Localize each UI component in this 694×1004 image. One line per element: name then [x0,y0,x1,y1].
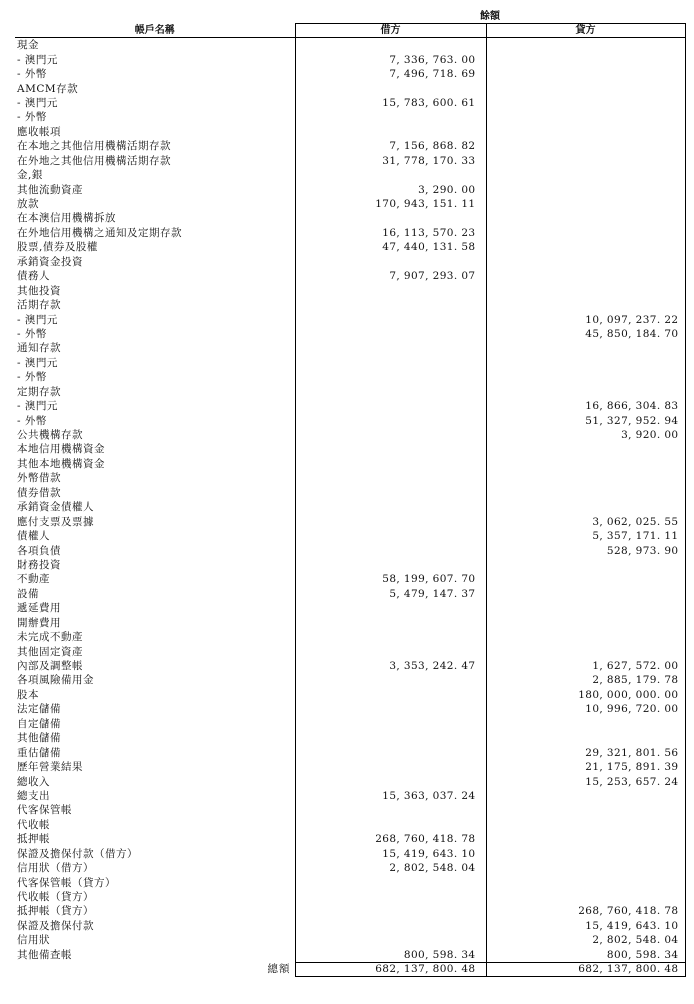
debit-amount [295,630,486,644]
credit-amount [486,803,685,817]
table-row [15,774,685,788]
account-name: 其他流動資產 [17,183,83,196]
table-row [15,904,685,918]
debit-amount: 7, 496, 718. 69 [295,67,486,81]
debit-amount [295,673,486,687]
debit-amount: 7, 336, 763. 00 [295,52,486,66]
account-name: 公共機構存款 [17,429,83,442]
table-row [15,919,685,933]
credit-amount [486,154,685,168]
credit-amount [486,644,685,658]
credit-amount: 2, 802, 548. 04 [486,933,685,947]
debit-amount [295,370,486,384]
debit-amount: 5, 479, 147. 37 [295,587,486,601]
credit-amount: 10, 996, 720. 00 [486,702,685,716]
account-name: 承銷資金投資 [17,255,83,268]
table-row [15,312,685,326]
account-name: 保證及擔保付款（借方） [17,847,138,860]
debit-amount [295,471,486,485]
table-row [15,457,685,471]
table-row [15,182,685,196]
account-name: 外幣借款 [17,472,61,485]
account-name: 其他儲備 [17,732,61,745]
account-name: 信用狀（借方） [17,862,94,875]
account-name: 活期存款 [17,299,61,312]
table-row [15,341,685,355]
account-name: 不動產 [17,573,50,586]
credit-amount: 45, 850, 184. 70 [486,327,685,341]
table-row [15,283,685,297]
table-row [15,486,685,500]
table-row [15,731,685,745]
debit-amount [295,904,486,918]
table-row [15,644,685,658]
table-row [15,139,685,153]
credit-amount [486,67,685,81]
account-name: 信用狀 [17,934,50,947]
debit-amount [295,558,486,572]
table-row [15,413,685,427]
account-name: 現金 [17,39,39,52]
table-row [15,428,685,442]
debit-amount [295,616,486,630]
credit-amount [486,731,685,745]
credit-header: 貸方 [486,24,685,38]
debit-amount [295,298,486,312]
debit-amount: 16, 113, 570. 23 [295,226,486,240]
credit-amount [486,211,685,225]
table-row [15,327,685,341]
account-name: 股票,債券及股權 [17,241,98,254]
debit-amount [295,890,486,904]
credit-amount [486,875,685,889]
table-row [15,890,685,904]
account-name: - 外幣 [17,371,47,384]
table-row [15,659,685,673]
credit-amount [486,356,685,370]
credit-amount [486,601,685,615]
credit-amount: 15, 419, 643. 10 [486,919,685,933]
table-row [15,154,685,168]
debit-amount [295,702,486,716]
table-row [15,370,685,384]
account-name: 開辦費用 [17,616,61,629]
credit-amount: 16, 866, 304. 83 [486,399,685,413]
account-name: 遞延費用 [17,602,61,615]
credit-amount: 51, 327, 952. 94 [486,413,685,427]
credit-amount [486,341,685,355]
credit-amount [486,789,685,803]
credit-amount [486,168,685,182]
account-name: 承銷資金債權人 [17,501,94,514]
table-row [15,616,685,630]
table-row [15,67,685,81]
table-row [15,847,685,861]
balance-group-header: 餘額 [295,10,685,24]
account-name-header: 帳戶名稱 [15,24,295,38]
debit-amount: 3, 353, 242. 47 [295,659,486,673]
table-row [15,125,685,139]
debit-amount [295,774,486,788]
credit-amount [486,890,685,904]
credit-amount [486,717,685,731]
debit-amount: 2, 802, 548. 04 [295,861,486,875]
credit-amount [486,370,685,384]
table-row [15,818,685,832]
account-name: 債務人 [17,270,50,283]
debit-amount [295,717,486,731]
account-name: AMCM存款 [17,82,79,95]
debit-amount: 268, 760, 418. 78 [295,832,486,846]
account-name: - 外幣 [17,327,47,340]
account-name: 代客保管帳（貸方） [17,876,116,889]
account-name: 本地信用機構資金 [17,443,105,456]
table-row [15,240,685,254]
account-name: 應收帳項 [17,125,61,138]
account-name: 代收帳 [17,818,50,831]
table-row [15,385,685,399]
credit-amount [486,269,685,283]
debit-amount [295,933,486,947]
credit-amount: 3, 062, 025. 55 [486,514,685,528]
table-row [15,673,685,687]
credit-amount: 3, 920. 00 [486,428,685,442]
credit-amount [486,572,685,586]
credit-amount: 1, 627, 572. 00 [486,659,685,673]
credit-amount [486,298,685,312]
table-row [15,110,685,124]
debit-amount [295,457,486,471]
debit-amount [295,168,486,182]
debit-amount: 15, 363, 037. 24 [295,789,486,803]
account-name: - 澳門元 [17,96,58,109]
account-name: 放款 [17,198,39,211]
credit-amount [486,558,685,572]
debit-amount [295,283,486,297]
credit-amount: 2, 885, 179. 78 [486,673,685,687]
table-row [15,745,685,759]
debit-amount [295,385,486,399]
account-name: 總支出 [17,789,50,802]
credit-amount [486,182,685,196]
table-row [15,529,685,543]
table-row [15,298,685,312]
debit-amount [295,341,486,355]
credit-amount: 15, 253, 657. 24 [486,774,685,788]
account-name: 財務投資 [17,558,61,571]
debit-header: 借方 [295,24,486,38]
debit-amount: 15, 419, 643. 10 [295,847,486,861]
account-name: 債權人 [17,530,50,543]
table-row [15,356,685,370]
debit-amount [295,38,486,53]
credit-amount: 10, 097, 237. 22 [486,312,685,326]
debit-amount [295,875,486,889]
account-name: 在本地之其他信用機構活期存款 [17,140,171,153]
account-name: - 外幣 [17,111,47,124]
table-row [15,789,685,803]
credit-amount [486,832,685,846]
table-row [15,226,685,240]
table-row [15,96,685,110]
account-name: 其他投資 [17,284,61,297]
debit-amount: 31, 778, 170. 33 [295,154,486,168]
debit-amount: 47, 440, 131. 58 [295,240,486,254]
account-name: - 外幣 [17,414,47,427]
table-row [15,558,685,572]
debit-amount [295,428,486,442]
account-name: 各項負債 [17,544,61,557]
table-row [15,933,685,947]
table-row [15,543,685,557]
credit-amount [486,255,685,269]
debit-amount: 58, 199, 607. 70 [295,572,486,586]
account-name: - 外幣 [17,68,47,81]
table-row [15,717,685,731]
total-credit: 682, 137, 800. 48 [486,963,685,977]
credit-amount: 21, 175, 891. 39 [486,760,685,774]
credit-amount [486,283,685,297]
account-name: 債券借款 [17,486,61,499]
account-name: 保證及擔保付款 [17,919,94,932]
table-row [15,832,685,846]
table-row [15,688,685,702]
account-name: 股本 [17,688,39,701]
credit-amount [486,139,685,153]
table-row [15,587,685,601]
debit-amount [295,312,486,326]
account-name: 在本澳信用機構拆放 [17,212,116,225]
debit-amount [295,110,486,124]
credit-amount [486,616,685,630]
account-name: 設備 [17,587,39,600]
debit-amount [295,500,486,514]
debit-amount [295,644,486,658]
debit-amount: 800, 598. 34 [295,948,486,963]
table-row [15,514,685,528]
account-name: 重估儲備 [17,746,61,759]
header-group-row [15,10,685,24]
credit-amount [486,197,685,211]
debit-amount: 3, 290. 00 [295,182,486,196]
account-name: 各項風險備用金 [17,674,94,687]
account-name: 代客保管帳 [17,804,72,817]
credit-amount [486,818,685,832]
debit-amount [295,327,486,341]
table-row [15,500,685,514]
credit-amount [486,240,685,254]
debit-amount [295,211,486,225]
debit-amount [295,81,486,95]
debit-amount [295,688,486,702]
credit-amount [486,125,685,139]
credit-amount [486,457,685,471]
debit-amount [295,125,486,139]
credit-amount: 800, 598. 34 [486,948,685,963]
credit-amount [486,486,685,500]
debit-amount [295,543,486,557]
credit-amount [486,861,685,875]
debit-amount: 7, 907, 293. 07 [295,269,486,283]
table-row [15,255,685,269]
table-row [15,269,685,283]
account-name: 在外地之其他信用機構活期存款 [17,154,171,167]
credit-amount: 29, 321, 801. 56 [486,745,685,759]
credit-amount [486,81,685,95]
total-label: 總額 [267,963,291,975]
debit-amount [295,356,486,370]
credit-amount [486,110,685,124]
account-name: 內部及調整帳 [17,660,83,673]
credit-amount: 268, 760, 418. 78 [486,904,685,918]
account-name: 法定儲備 [17,703,61,716]
table-row [15,399,685,413]
account-name: 在外地信用機構之通知及定期存款 [17,226,182,239]
table-row [15,211,685,225]
table-row [15,168,685,182]
table-row [15,442,685,456]
table-row [15,572,685,586]
credit-amount [486,500,685,514]
total-row [15,963,685,977]
debit-amount [295,601,486,615]
trial-balance-table [15,10,686,977]
table-row [15,81,685,95]
table-row [15,197,685,211]
credit-amount [486,847,685,861]
table-row [15,760,685,774]
header-row [15,24,685,38]
credit-amount: 5, 357, 171. 11 [486,529,685,543]
account-name: 應付支票及票據 [17,515,94,528]
debit-amount [295,399,486,413]
credit-amount [486,630,685,644]
debit-amount [295,731,486,745]
credit-amount [486,442,685,456]
table-row [15,38,685,53]
credit-amount [486,587,685,601]
account-name: 未完成不動產 [17,631,83,644]
table-row [15,861,685,875]
table-row [15,601,685,615]
debit-amount [295,919,486,933]
account-name: 其他備查帳 [17,949,72,962]
debit-amount: 15, 783, 600. 61 [295,96,486,110]
debit-amount [295,255,486,269]
debit-amount [295,486,486,500]
account-name: - 澳門元 [17,400,58,413]
credit-amount: 528, 973. 90 [486,543,685,557]
account-name: 抵押帳（貸方） [17,905,94,918]
debit-amount [295,442,486,456]
account-name: - 澳門元 [17,313,58,326]
account-rows [15,38,685,963]
debit-amount: 170, 943, 151. 11 [295,197,486,211]
table-row [15,52,685,66]
debit-amount [295,413,486,427]
account-name: 歷年營業結果 [17,761,83,774]
total-debit: 682, 137, 800. 48 [295,963,486,977]
table-row [15,803,685,817]
table-row [15,875,685,889]
credit-amount [486,226,685,240]
account-name: 定期存款 [17,385,61,398]
debit-amount [295,818,486,832]
debit-amount [295,529,486,543]
credit-amount: 180, 000, 000. 00 [486,688,685,702]
debit-amount [295,760,486,774]
account-name: 抵押帳 [17,833,50,846]
account-name: 通知存款 [17,342,61,355]
account-name: 其他固定資產 [17,645,83,658]
credit-amount [486,471,685,485]
account-name: - 澳門元 [17,53,58,66]
debit-amount [295,745,486,759]
table-row [15,948,685,963]
credit-amount [486,385,685,399]
balance-sheet [15,10,685,977]
table-row [15,471,685,485]
table-row [15,630,685,644]
debit-amount: 7, 156, 868. 82 [295,139,486,153]
account-name: 總收入 [17,775,50,788]
credit-amount [486,52,685,66]
account-name: 代收帳（貸方） [17,891,94,904]
credit-amount [486,38,685,53]
debit-amount [295,803,486,817]
account-name: 其他本地機構資金 [17,457,105,470]
account-name: 金,銀 [17,169,43,182]
credit-amount [486,96,685,110]
table-row [15,702,685,716]
account-name: - 澳門元 [17,356,58,369]
account-name: 自定儲備 [17,717,61,730]
debit-amount [295,514,486,528]
